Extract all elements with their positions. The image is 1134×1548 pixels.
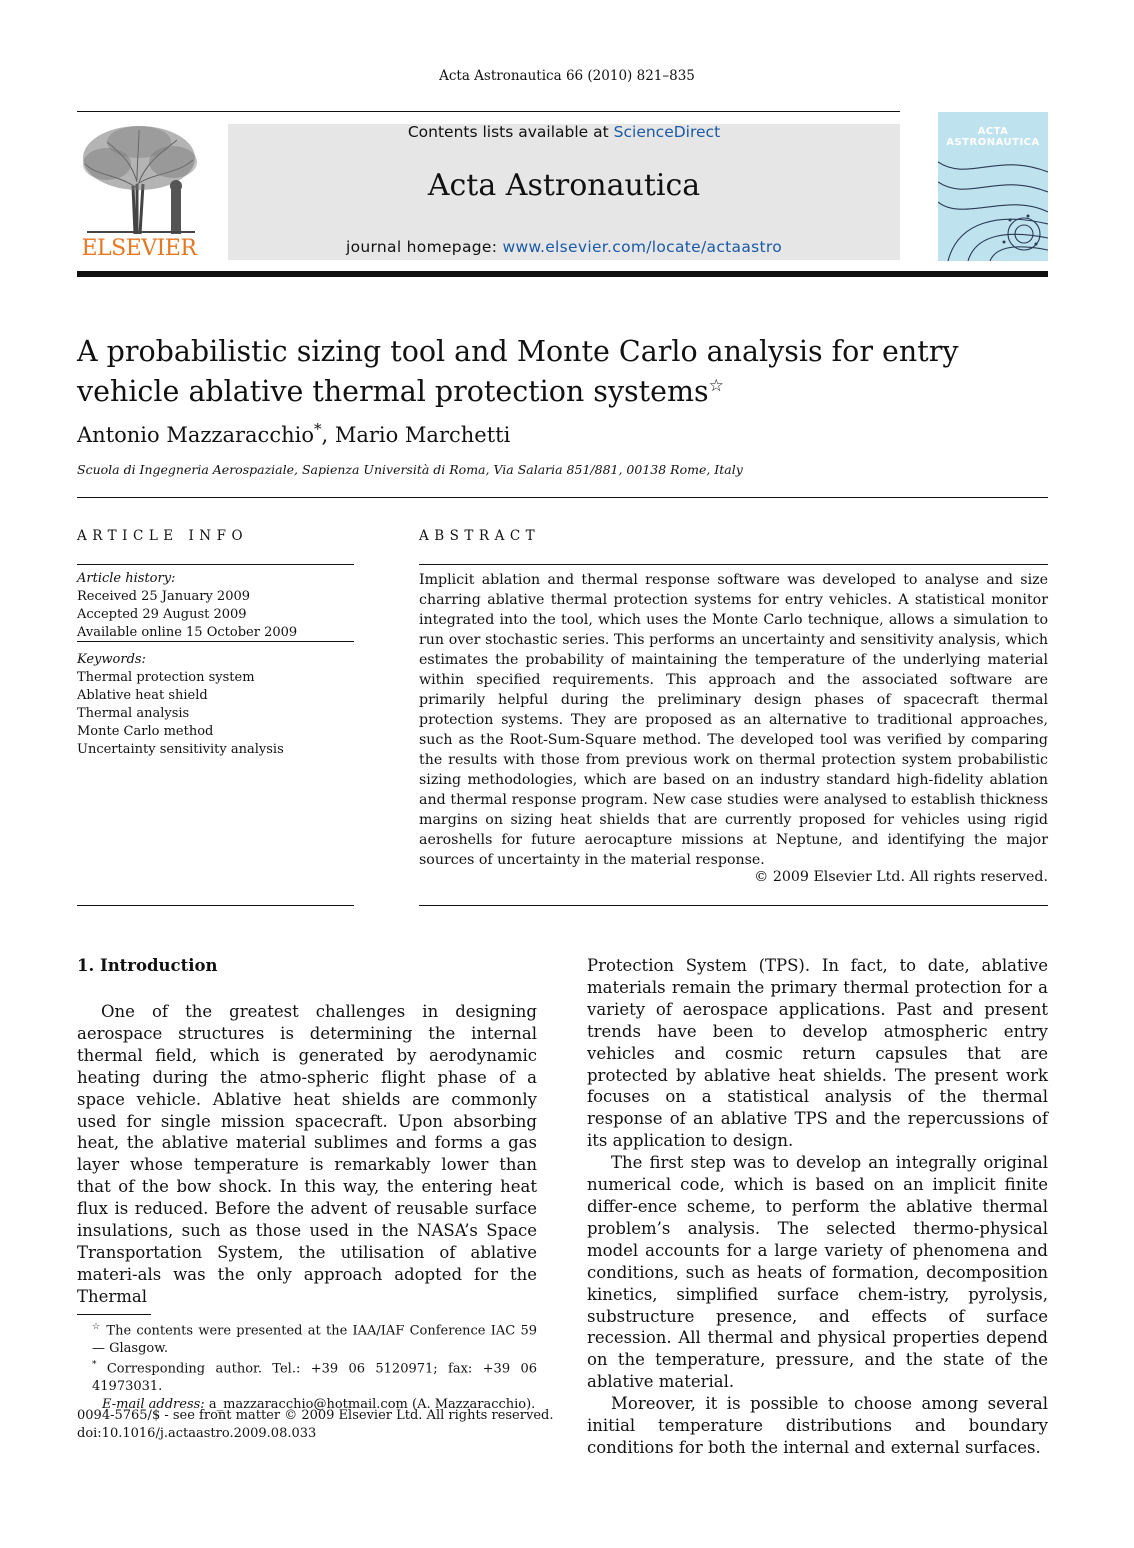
homepage-line — [228, 238, 900, 256]
title-bottom-rule — [77, 497, 1048, 498]
history-online: Available online 15 October 2009 — [77, 625, 298, 640]
sciencedirect-link[interactable]: ScienceDirect — [613, 123, 721, 141]
article-title — [77, 334, 1067, 409]
title-footnote-mark[interactable]: ☆ — [708, 376, 724, 396]
keyword-item: Ablative heat shield — [77, 688, 208, 703]
body-left-column — [77, 1001, 537, 1308]
keyword-item: Monte Carlo method — [77, 724, 214, 739]
elsevier-tree-icon — [77, 124, 201, 236]
keywords-list — [77, 651, 354, 759]
author-mazzaracchio: Antonio Mazzaracchio — [77, 423, 314, 447]
article-info-heading: ARTICLE INFO — [77, 528, 249, 544]
elsevier-wordmark: ELSEVIER — [81, 236, 197, 261]
article-history-label: Article history: — [77, 571, 176, 586]
history-accepted: Accepted 29 August 2009 — [77, 607, 247, 622]
journal-banner — [228, 124, 900, 260]
footnotes — [82, 1319, 537, 1413]
journal-citation: Acta Astronautica 66 (2010) 821–835 — [439, 68, 695, 84]
keywords-label: Keywords: — [77, 652, 146, 667]
email-address[interactable]: a_mazzaracchio@hotmail.com (A. Mazzaracchio). — [204, 1396, 536, 1412]
section-heading-introduction: 1. Introduction — [77, 956, 218, 975]
author-affiliation: Scuola di Ingegneria Aerospaziale, Sapienza Università di Roma, Via Salaria 851/881, 00138 Rome, Italy — [77, 462, 743, 477]
footnote-conference — [82, 1319, 537, 1357]
email-label: E-mail address: — [102, 1396, 205, 1412]
article-history — [77, 570, 354, 642]
author-list — [77, 420, 510, 447]
article-info-top-rule — [77, 564, 354, 565]
history-received: Received 25 January 2009 — [77, 589, 251, 604]
abstract-bottom-rule — [419, 905, 1048, 906]
page-footer — [77, 1407, 553, 1443]
footnote-star-mark: ☆ — [92, 1322, 102, 1332]
homepage-prefix: journal homepage: — [346, 238, 503, 256]
journal-cover-thumbnail — [938, 112, 1048, 261]
abstract-heading: ABSTRACT — [419, 528, 541, 544]
keyword-item: Thermal analysis — [77, 706, 190, 721]
abstract-text: Implicit ablation and thermal response software was developed to analyse and size charring ablative thermal protection systems for entry vehicles. A statistical monitor integrated into the tool, which uses the Monte Carlo technique, allows a simulation to run over stochastic series. This performs an uncertainty and sensitivity analysis, which estimates the probability of maintaining the temperature of the underlying material within specified requirements. This approach and the associated software are primarily helpful during the preliminary design phases of spacecraft thermal protection systems. They are proposed as an alternative to traditional approaches, such as the Root-Sum-Square method. The developed tool was verified by comparing the results with those from previous work on thermal protection system probabilistic sizing methodologies, which are based on an industry standard high-fidelity ablation and thermal response program. New case studies were analysed to establish thickness margins on sizing heat shields that are currently proposed for vehicles using rigid aeroshells for future aerocapture missions at Neptune, and identifying the major sources of uncertainty in the material response. — [419, 572, 1048, 868]
body-right-column — [587, 955, 1048, 1459]
contents-line — [228, 123, 900, 141]
article-title-text: A probabilistic sizing tool and Monte Carlo analysis for entry vehicle ablative thermal protection systems — [77, 335, 959, 408]
footer-doi[interactable]: doi:10.1016/j.actaastro.2009.08.033 — [77, 1426, 317, 1441]
cover-art-icon — [938, 112, 1048, 261]
footnote-rule — [77, 1314, 151, 1315]
header-top-rule — [77, 111, 900, 112]
header-bottom-rule — [77, 271, 1048, 277]
elsevier-logo — [77, 124, 201, 260]
author-separator: , — [321, 423, 335, 447]
keyword-item: Uncertainty sensitivity analysis — [77, 742, 284, 757]
author-marchetti: Mario Marchetti — [334, 423, 511, 447]
intro-paragraph: One of the greatest challenges in designing aerospace structures is determining the internal thermal field, which is generated by aerodynamic heating during the atmo-spheric flight phase of a space vehicle. Ablative heat shields are commonly used for single mission spacecraft. Upon absorbing heat, the ablative material sublimes and forms a gas layer whose temperature is remarkably lower than that of the bow shock. In this way, the entering heat flux is reduced. Before the advent of reusable surface insulations, such as those used in the NASA’s Space Transportation System, the utilisation of ablative materi-als was the only approach adopted for the Thermal — [77, 1002, 537, 1306]
abstract-top-rule — [419, 564, 1048, 565]
journal-title: Acta Astronautica — [427, 168, 701, 203]
footnote-conference-text: The contents were presented at the IAA/IAF Conference IAC 59 — Glasgow. — [92, 1323, 537, 1356]
cover-title: ACTA ASTRONAUTICA — [946, 126, 1040, 148]
keyword-item: Thermal protection system — [77, 670, 255, 685]
footnote-corresponding-text: Corresponding author. Tel.: +39 06 5120971; fax: +39 06 41973031. — [92, 1361, 537, 1395]
footnote-asterisk-mark: * — [92, 1360, 97, 1371]
intro-paragraph: Protection System (TPS). In fact, to date, ablative materials remain the primary thermal protection for a variety of aerospace applications. Past and present trends have been to develop atmospheric entry vehicles and cosmic return capsules that are protected by ablative heat shields. The present work focuses on a statistical analysis of the thermal response of an ablative TPS and the repercussions of its application to design. — [587, 956, 1048, 1151]
intro-paragraph: The first step was to develop an integrally original numerical code, which is based on an implicit finite differ-ence scheme, to perform the ablative thermal problem’s analysis. The selected thermo-physical model accounts for a large variety of phenomena and conditions, such as heats of formation, decomposition kinetics, simplified surface chem-istry, pyrolysis, substructure presence, and effects of surface recession. All thermal and physical properties depend on the temperature, pressure, and the state of the ablative material. — [587, 1153, 1048, 1392]
corresponding-author-mark[interactable]: * — [313, 420, 322, 438]
contents-prefix: Contents lists available at — [407, 123, 614, 141]
homepage-link[interactable]: www.elsevier.com/locate/actaastro — [502, 238, 782, 256]
footer-issn-line: 0094-5765/$ - see front matter © 2009 Elsevier Ltd. All rights reserved. — [77, 1408, 554, 1423]
footnote-corresponding — [82, 1357, 537, 1395]
intro-paragraph: Moreover, it is possible to choose among several initial temperature distributions and boundary conditions for both the internal and external surfaces. — [587, 1394, 1048, 1457]
article-info-mid-rule — [77, 641, 354, 642]
article-info-bottom-rule — [77, 905, 354, 906]
abstract-copyright: © 2009 Elsevier Ltd. All rights reserved. — [754, 869, 1048, 885]
